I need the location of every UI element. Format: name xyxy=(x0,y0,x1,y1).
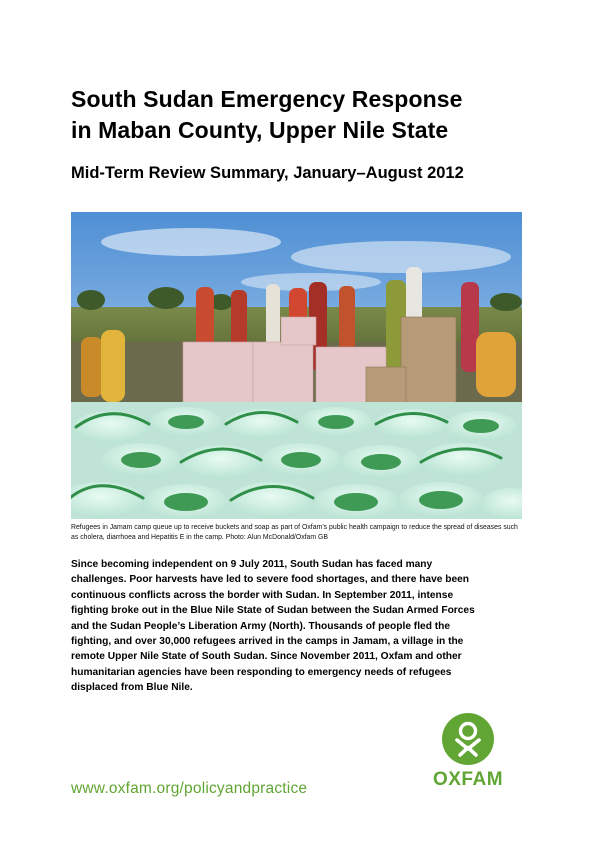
page-subtitle: Mid-Term Review Summary, January–August 2012 xyxy=(71,164,464,182)
summary-line: fighting, and over 30,000 refugees arrived in the camps in Jamam, a village in the xyxy=(71,636,464,648)
summary-line: Since becoming independent on 9 July 2011, South Sudan has faced many xyxy=(71,559,433,570)
summary-line: remote Upper Nile State of South Sudan. Since November 2011, Oxfam and other xyxy=(71,651,462,663)
summary-paragraph xyxy=(71,557,529,696)
title-line-2: in Maban County, Upper Nile State xyxy=(71,117,449,143)
summary-line: humanitarian agencies have been responding to emergency needs of refugees xyxy=(71,666,452,678)
photo-caption: Refugees in Jamam camp queue up to receive buckets and soap as part of Oxfam’s public health campaign to reduce the spread of diseases such as cholera, diarrhoea and Hepatitis E in the camp. Photo: Alun McDonald/Oxfam GB xyxy=(71,524,518,541)
oxfam-logo xyxy=(432,713,504,803)
summary-line: and the Sudan People’s Liberation Army (North). Thousands of people fled the xyxy=(71,620,451,632)
oxfam-emblem-icon xyxy=(442,713,494,765)
summary-line: fighting broke out in the Blue Nile State of Sudan between the Sudan Armed Forces xyxy=(71,605,475,617)
page-title xyxy=(71,84,541,146)
cover-photo xyxy=(71,212,522,519)
summary-line: challenges. Poor harvests have led to severe food shortages, and there have been xyxy=(71,574,470,586)
summary-line: displaced from Blue Nile. xyxy=(71,682,193,694)
title-line-1: South Sudan Emergency Response xyxy=(71,86,463,112)
policy-practice-link[interactable]: www.oxfam.org/policyandpractice xyxy=(71,780,308,797)
oxfam-wordmark: OXFAM xyxy=(432,769,504,790)
summary-line: continuous conflicts across the border with Sudan. In September 2011, intense xyxy=(71,589,454,601)
